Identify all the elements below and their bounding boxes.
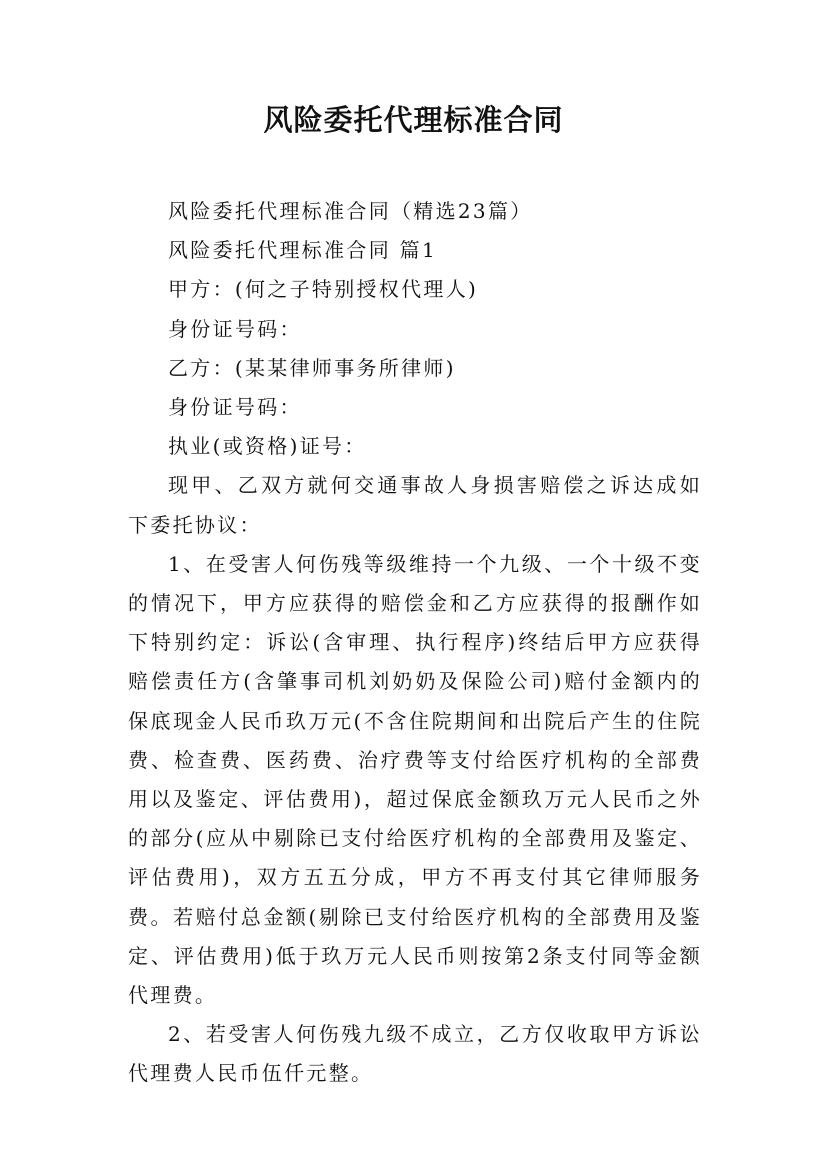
document-title: 风险委托代理标准合同: [263, 103, 564, 137]
paragraph-intro: 现甲、乙双方就何交通事故人身损害赔偿之诉达成如下委托协议：: [128, 473, 702, 537]
paragraph-subtitle: 风险委托代理标准合同（精选23篇）: [168, 199, 533, 223]
paragraph-party-a-id: 身份证号码：: [168, 316, 302, 341]
paragraph-section-heading: 风险委托代理标准合同 篇1: [168, 238, 437, 263]
paragraph-party-b-id: 身份证号码：: [168, 395, 302, 420]
paragraph-clause-1: 1、在受害人何伤残等级维持一个九级、一个十级不变的情况下，甲方应获得的赔偿金和乙方应获得的报酬作如下特别约定：诉讼(含审理、执行程序)终结后甲方应获得赔偿责任方(含肇事司机刘奶奶及保险公司)赔付金额内的保底现金人民币玖万元(不含住院期间和出院后产生的住院费、检查费、医药费、治疗费等支付给医疗机构的全部费用以及鉴定、评估费用)，超过保底金额玖万元人民币之外的部分(应从中剔除已支付给医疗机构的全部费用及鉴定、评估费用)，双方五五分成，甲方不再支付其它律师服务费。若赔付总金额(剔除已支付给医疗机构的全部费用及鉴定、评估费用)低于玖万元人民币则按第2条支付同等金额代理费。: [128, 551, 702, 1008]
paragraph-license-number: 执业(或资格)证号：: [168, 434, 367, 459]
paragraph-clause-2: 2、若受害人何伤残九级不成立，乙方仅收取甲方诉讼代理费人民币伍仟元整。: [128, 1022, 702, 1086]
paragraph-party-b: 乙方：(某某律师事务所律师): [168, 355, 456, 380]
paragraph-party-a: 甲方：(何之子特别授权代理人): [168, 277, 479, 302]
document-body: [128, 192, 702, 1094]
